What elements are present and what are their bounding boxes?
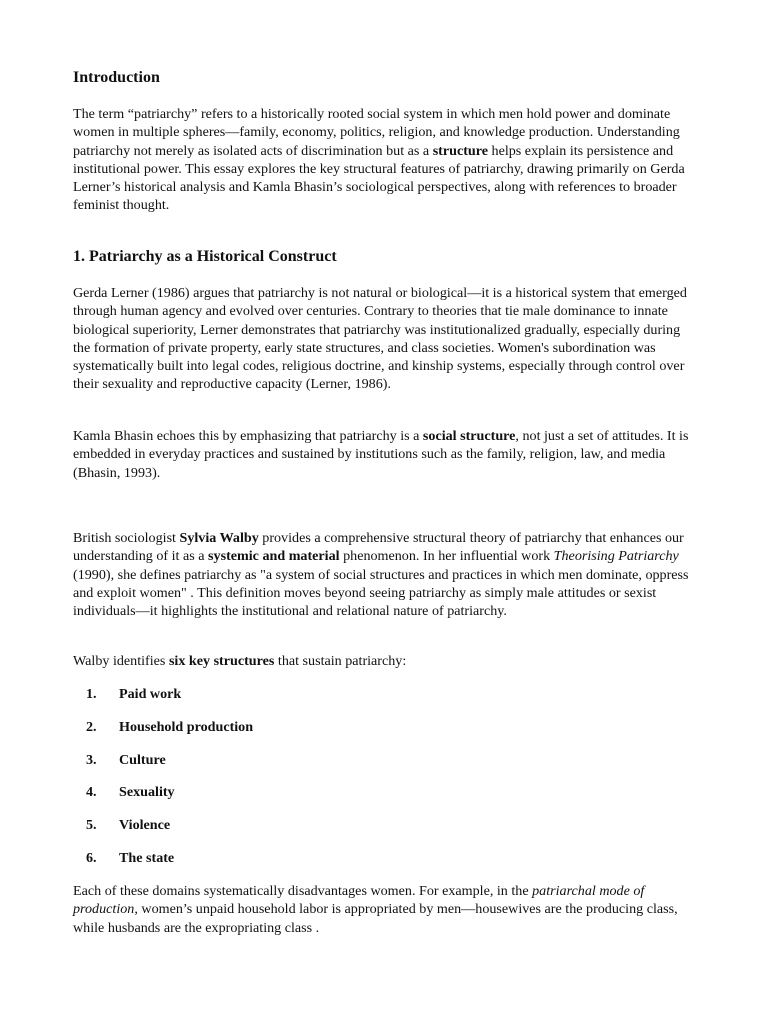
list-label: Paid work: [119, 686, 182, 702]
closing-text-a: Each of these domains systematically disadvantages women. For example, in the: [73, 883, 533, 899]
identifies-bold: six key structures: [168, 653, 275, 669]
list-number: 6.: [86, 849, 97, 866]
walby-text-c: provides a comprehensive structural theory of patriarchy that enhances our understanding of it as a: [73, 530, 684, 565]
list-item: [73, 783, 473, 816]
identifies-text-c: that sustain patriarchy:: [274, 653, 407, 669]
list-number: 5.: [86, 817, 97, 834]
lerner-paragraph: Gerda Lerner (1986) argues that patriarchy is not natural or biological—it is a historical system that emerged through human agency and evolved over centuries. Contrary to theories that tie male dominance to innate biological superiority, Lerner demonstrates that patriarchy was institutionalized gradually, especially during the formation of private property, early state structures, and class societies. Women's subordination was systematically built into legal codes, religious doctrine, and kinship systems, especially through control over their sexuality and reproductive capacity (Lerner, 1986).: [73, 285, 687, 393]
closing-italic: patriarchal mode of production: [73, 883, 645, 918]
walby-book-title: Theorising Patriarchy: [553, 548, 679, 565]
bhasin-text: Kamla Bhasin echoes this by emphasizing that patriarchy is a: [73, 428, 423, 444]
identifies-text-a: Walby identifies: [73, 653, 169, 669]
bhasin-bold: social structure: [422, 428, 516, 444]
list-label: Sexuality: [119, 784, 175, 801]
list-number: 2.: [86, 718, 97, 735]
list-item: [73, 816, 473, 849]
list-item: [73, 718, 473, 751]
bhasin-text-end: , not just a set of attitudes. It is embedded in everyday practices and sustained by institutions such as the family, religion, law, and media (Bhasin, 1993).: [73, 428, 689, 481]
walby-identifies-paragraph: [73, 652, 698, 670]
list-label: Household production: [119, 718, 254, 735]
closing-text-c: , women’s unpaid household labor is appropriated by men—housewives are the producing class, while husbands are the expropriating class .: [73, 901, 678, 936]
list-item: [73, 849, 473, 882]
walby-text-e: phenomenon. In her influential work: [339, 548, 554, 565]
introduction-heading: Introduction: [73, 69, 160, 86]
intro-bold-structure: structure: [432, 142, 489, 159]
bhasin-paragraph: [73, 427, 698, 482]
list-label: The state: [119, 849, 175, 866]
section-1-heading: 1. Patriarchy as a Historical Construct: [73, 248, 337, 265]
walby-text-a: British sociologist: [73, 530, 180, 546]
list-number: 1.: [86, 686, 97, 702]
intro-text-end: helps explain its persistence and institutional power. This essay explores the key structural features of patriarchy, drawing primarily on Gerda Lerner’s historical analysis and Kamla Bhasin’s sociological perspectives, along with references to broader feminist thought.: [73, 142, 685, 214]
list-item: [73, 685, 473, 718]
walby-paragraph: [73, 529, 698, 620]
walby-bold-systemic: systemic and material: [208, 548, 340, 565]
list-number: 4.: [86, 784, 97, 801]
list-label: Culture: [119, 751, 166, 768]
list-item: [73, 751, 473, 784]
closing-paragraph: [73, 882, 698, 937]
list-number: 3.: [86, 751, 97, 768]
intro-text: The term “patriarchy” refers to a historically rooted social system in which men hold power and dominate women in multiple spheres—family, economy, politics, religion, and knowledge production. Understanding patriarchy not merely as isolated acts of discrimination but as a: [73, 106, 680, 159]
introduction-paragraph: [73, 105, 698, 215]
list-label: Violence: [119, 817, 171, 834]
walby-name: Sylvia Walby: [179, 530, 259, 546]
walby-text-g: (1990), she defines patriarchy as "a system of social structures and practices in which men dominate, oppress and exploit women" . This definition moves beyond seeing patriarchy as simply male attitudes or sexist individuals—it highlights the institutional and relational nature of patriarchy.: [73, 566, 689, 620]
six-structures-list: [73, 685, 473, 882]
